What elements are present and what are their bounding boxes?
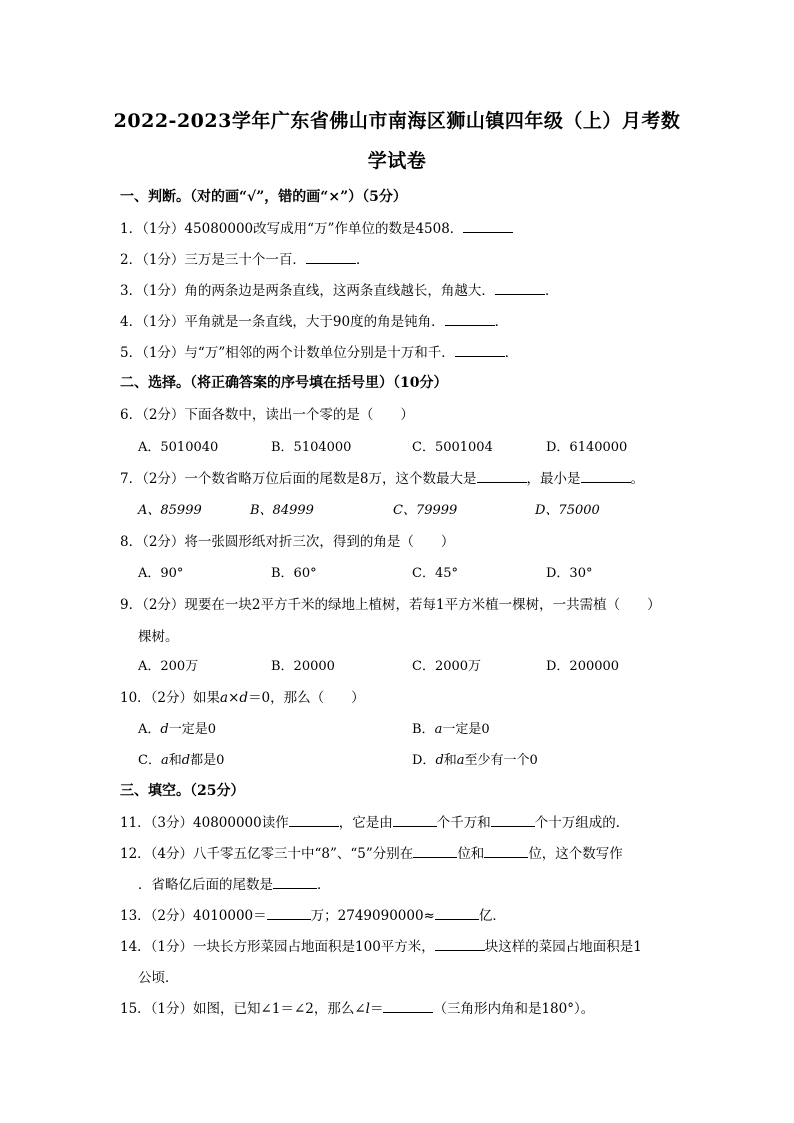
answer-blank[interactable] — [435, 907, 479, 920]
q7-option-c[interactable]: C、79999 — [393, 503, 458, 518]
q6-option-c[interactable]: C．5001004 — [412, 440, 493, 455]
q10-option-c[interactable]: C．a和d都是0 — [138, 753, 225, 768]
section-heading-fill: 三、填空。（25分） — [120, 783, 245, 799]
q8-option-b[interactable]: B．60° — [271, 566, 317, 581]
q8-option-c[interactable]: C．45° — [412, 566, 458, 581]
q6-option-b[interactable]: B．5104000 — [271, 440, 352, 455]
q10-option-d[interactable]: D．d和a至少有一个0 — [412, 753, 538, 768]
answer-blank[interactable] — [455, 344, 505, 357]
answer-blank[interactable] — [477, 470, 527, 483]
answer-blank[interactable] — [495, 282, 545, 295]
q10-option-b[interactable]: B．a一定是0 — [412, 722, 490, 737]
q8-option-a[interactable]: A．90° — [138, 566, 184, 581]
answer-blank[interactable] — [463, 220, 513, 233]
question-10: 10．（2分）如果a×d＝0，那么（ ） — [120, 690, 365, 706]
answer-blank[interactable] — [435, 938, 485, 951]
q9-option-c[interactable]: C．2000万 — [412, 659, 482, 674]
question-9-cont: 棵树。 — [138, 629, 179, 645]
q6-option-d[interactable]: D．6140000 — [546, 440, 628, 455]
question-15: 15．（1分）如图，已知∠1＝∠2，那么∠l＝ （三角形内角和是180°）。 — [120, 1001, 595, 1017]
question-2: 2．（1分）三万是三十个一百． ． — [120, 252, 370, 268]
section-heading-choice: 二、选择。（将正确答案的序号填在括号里）（10分） — [120, 375, 448, 391]
question-9: 9．（2分）现要在一块2平方千米的绿地上植树，若每1平方米植一棵树，一共需植（ ） — [120, 597, 661, 613]
question-12: 12．（4分）八千零五亿零三十中“8”、“5”分别在 位和 位，这个数写作 — [120, 846, 623, 862]
question-14-cont: 公顷． — [138, 970, 179, 986]
question-12-cont: ．省略亿后面的尾数是 ． — [138, 877, 331, 893]
question-1: 1．（1分）45080000改写成用“万”作单位的数是4508． — [120, 217, 513, 237]
q9-option-d[interactable]: D．200000 — [546, 659, 620, 674]
question-3: 3．（1分）角的两条边是两条直线，这两条直线越长，角越大． ． — [120, 283, 559, 299]
question-11: 11．（3分）40800000读作 ，它是由 个千万和 个十万组成的． — [120, 815, 630, 831]
section-heading-judge: 一、判断。（对的画“√”，错的画“×”）（5分） — [120, 189, 407, 205]
question-7: 7．（2分）一个数省略万位后面的尾数是8万，这个数最大是 ，最小是 。 — [120, 471, 645, 487]
answer-blank[interactable] — [289, 814, 339, 827]
answer-blank[interactable] — [267, 907, 311, 920]
q9-option-a[interactable]: A．200万 — [138, 659, 199, 674]
answer-blank[interactable] — [273, 876, 317, 889]
question-4: 4．（1分）平角就是一条直线，大于90度的角是钝角． ． — [120, 314, 509, 330]
page-title-line2: 学试卷 — [367, 150, 427, 172]
answer-blank[interactable] — [413, 845, 457, 858]
answer-blank[interactable] — [383, 1000, 433, 1013]
question-14: 14．（1分）一块长方形菜园占地面积是100平方米， 块这样的菜园占地面积是1 — [120, 939, 642, 955]
question-5: 5．（1分）与“万”相邻的两个计数单位分别是十万和千． ． — [120, 345, 519, 361]
page-title-line1: 2022-2023学年广东省佛山市南海区狮山镇四年级（上）月考数 — [113, 110, 681, 132]
answer-blank[interactable] — [484, 845, 528, 858]
answer-blank[interactable] — [393, 814, 437, 827]
q9-option-b[interactable]: B．20000 — [271, 659, 335, 674]
q7-option-b[interactable]: B、84999 — [250, 503, 314, 518]
q7-option-d[interactable]: D、75000 — [535, 503, 600, 518]
q8-option-d[interactable]: D．30° — [546, 566, 593, 581]
q10-option-a[interactable]: A．d一定是0 — [138, 722, 216, 737]
q6-option-a[interactable]: A．5010040 — [138, 440, 219, 455]
answer-blank[interactable] — [491, 814, 535, 827]
answer-blank[interactable] — [581, 470, 631, 483]
question-13: 13．（2分）4010000＝ 万；2749090000≈ 亿． — [120, 908, 506, 924]
question-8: 8．（2分）将一张圆形纸对折三次，得到的角是（ ） — [120, 534, 455, 550]
answer-blank[interactable] — [306, 251, 356, 264]
answer-blank[interactable] — [445, 313, 495, 326]
question-6: 6．（2分）下面各数中，读出一个零的是（ ） — [120, 407, 414, 423]
q7-option-a[interactable]: A、85999 — [138, 503, 202, 518]
